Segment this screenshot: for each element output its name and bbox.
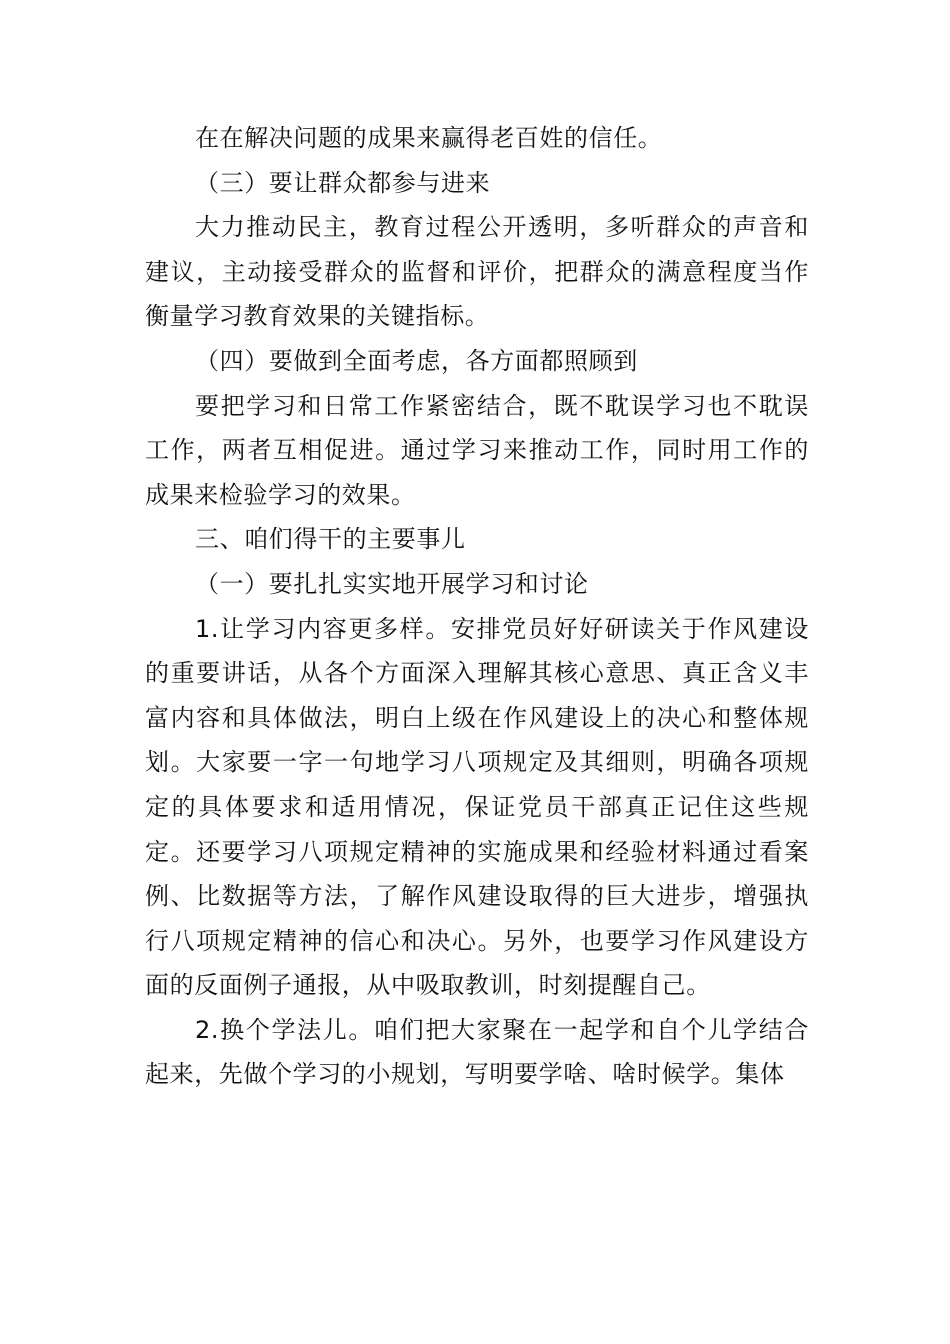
paragraph-point-2: 2.换个学法儿。咱们把大家聚在一起学和自个儿学结合起来，先做个学习的小规划，写明要学啥、啥时候学。集体 <box>145 1015 809 1089</box>
paragraph-democracy: 大力推动民主，教育过程公开透明，多听群众的声音和建议，主动接受群众的监督和评价，把群众的满意程度当作衡量学习教育效果的关键指标。 <box>145 213 809 331</box>
paragraph-study-work: 要把学习和日常工作紧密结合，既不耽误学习也不耽误工作，两者互相促进。通过学习来推动工作，同时用工作的成果来检验学习的效果。 <box>145 391 809 509</box>
paragraph-point-1: 1.让学习内容更多样。安排党员好好研读关于作风建设的重要讲话，从各个方面深入理解其核心意思、真正含义丰富内容和具体做法，明白上级在作风建设上的决心和整体规划。大家要一字一句地学习八项规定及其细则，明确各项规定的具体要求和适用情况，保证党员干部真正记住这些规定。还要学习八项规定精神的实施成果和经验材料通过看案例、比数据等方法，了解作风建设取得的巨大进步，增强执行八项规定精神的信心和决心。另外，也要学习作风建设方面的反面例子通报，从中吸取教训，时刻提醒自己。 <box>145 614 809 1000</box>
document-body <box>145 116 809 1097</box>
heading-section-3-item-4: （四）要做到全面考虑，各方面都照顾到 <box>195 346 638 375</box>
heading-chapter-3: 三、咱们得干的主要事儿 <box>195 525 466 554</box>
heading-section-3-item-3: （三）要让群众都参与进来 <box>195 168 491 197</box>
paragraph-continuation: 在在解决问题的成果来赢得老百姓的信任。 <box>195 124 663 152</box>
heading-chapter-3-item-1: （一）要扎扎实实地开展学习和讨论 <box>195 569 589 598</box>
